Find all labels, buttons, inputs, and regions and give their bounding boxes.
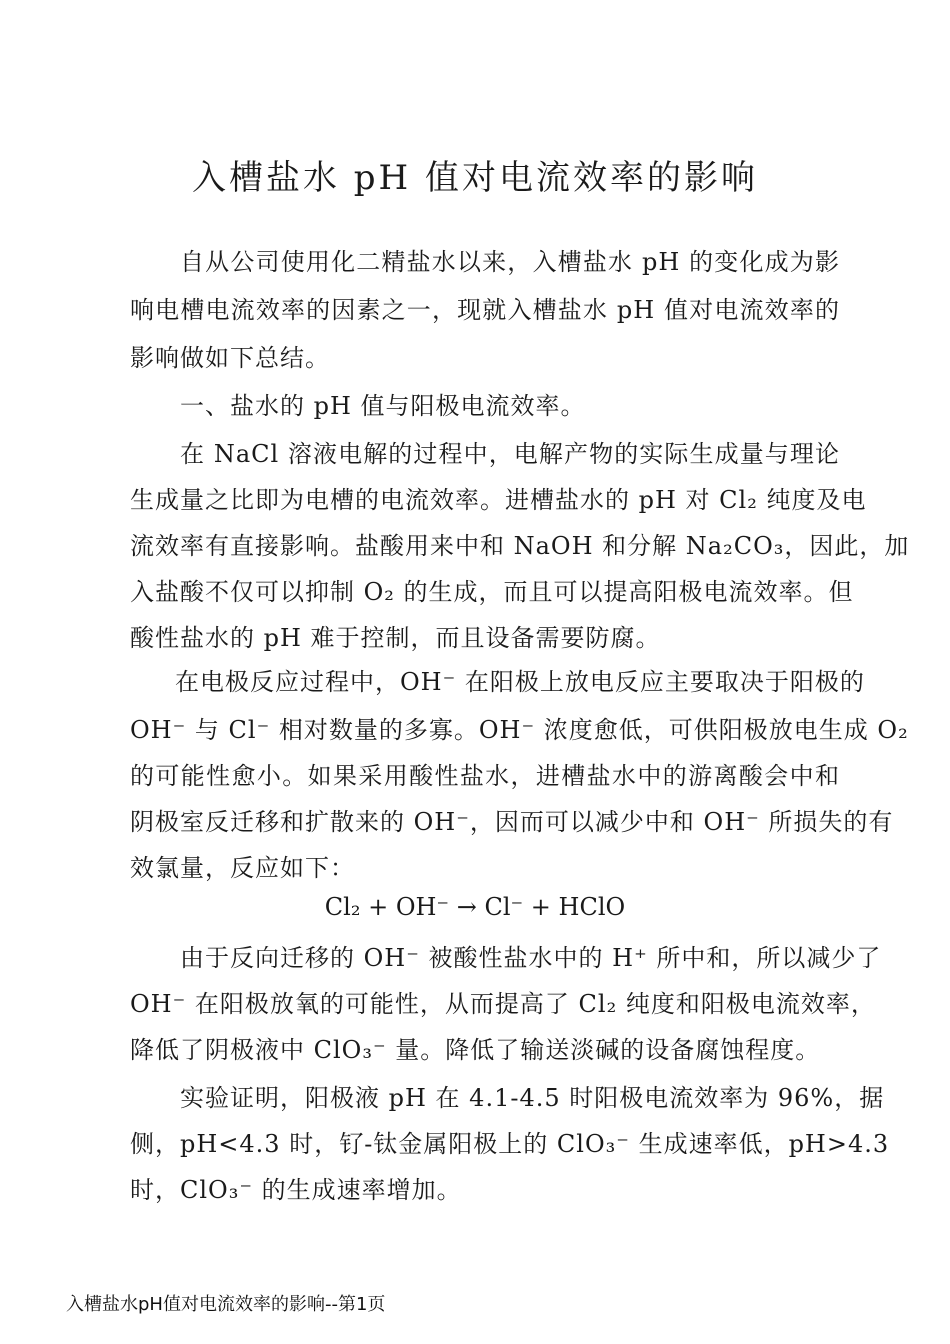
paragraph-line: 效氯量，反应如下：: [130, 854, 355, 882]
paragraph-line: 在 NaCl 溶液电解的过程中，电解产物的实际生成量与理论: [180, 440, 840, 468]
paragraph-line: 酸性盐水的 pH 难于控制，而且设备需要防腐。: [130, 624, 661, 652]
paragraph-line: 响电槽电流效率的因素之一，现就入槽盐水 pH 值对电流效率的: [130, 296, 840, 324]
paragraph-line: 在电极反应过程中，OH⁻ 在阳极上放电反应主要取决于阳极的: [175, 668, 865, 696]
paragraph-line: 入盐酸不仅可以抑制 O₂ 的生成，而且可以提高阳极电流效率。但: [130, 578, 854, 606]
paragraph-line: 生成量之比即为电槽的电流效率。进槽盐水的 pH 对 Cl₂ 纯度及电: [130, 486, 867, 514]
paragraph-line: OH⁻ 与 Cl⁻ 相对数量的多寡。OH⁻ 浓度愈低，可供阳极放电生成 O₂: [130, 716, 909, 744]
paragraph-line: 影响做如下总结。: [130, 344, 330, 372]
page-footer: 入槽盐水pH值对电流效率的影响--第1页: [66, 1294, 386, 1315]
section-heading: 一、盐水的 pH 值与阳极电流效率。: [180, 392, 586, 420]
paragraph-line: 自从公司使用化二精盐水以来，入槽盐水 pH 的变化成为影: [180, 248, 840, 276]
paragraph-line: 侧，pH<4.3 时，钌-钛金属阳极上的 ClO₃⁻ 生成速率低，pH>4.3: [130, 1130, 890, 1158]
paragraph-line: 降低了阴极液中 ClO₃⁻ 量。降低了输送淡碱的设备腐蚀程度。: [130, 1036, 821, 1064]
paragraph-line: 阴极室反迁移和扩散来的 OH⁻，因而可以减少中和 OH⁻ 所损失的有: [130, 808, 894, 836]
reaction-equation: Cl₂ + OH⁻ → Cl⁻ + HClO: [324, 893, 626, 921]
paragraph-line: 流效率有直接影响。盐酸用来中和 NaOH 和分解 Na₂CO₃，因此，加: [130, 532, 910, 560]
paragraph-line: 实验证明，阳极液 pH 在 4.1-4.5 时阳极电流效率为 96%，据: [180, 1084, 885, 1112]
paragraph-line: 由于反向迁移的 OH⁻ 被酸性盐水中的 H⁺ 所中和，所以减少了: [180, 944, 882, 972]
paragraph-line: 时，ClO₃⁻ 的生成速率增加。: [130, 1176, 462, 1204]
paragraph-line: 的可能性愈小。如果采用酸性盐水，进槽盐水中的游离酸会中和: [130, 762, 840, 790]
paragraph-line: OH⁻ 在阳极放氧的可能性，从而提高了 Cl₂ 纯度和阳极电流效率，: [130, 990, 876, 1018]
document-title: 入槽盐水 pH 值对电流效率的影响: [191, 158, 759, 198]
